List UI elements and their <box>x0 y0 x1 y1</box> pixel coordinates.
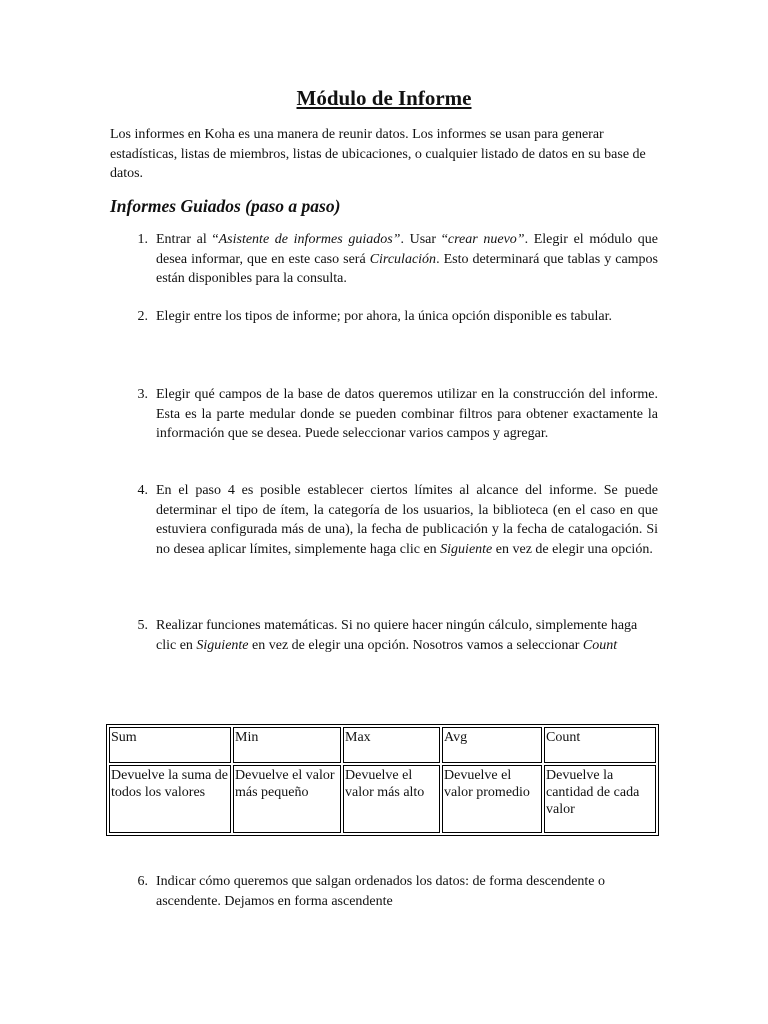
functions-table <box>106 724 659 836</box>
table-header-cell: Min <box>233 727 341 763</box>
table-header-cell: Sum <box>109 727 231 763</box>
table-cell: Devuelve el valor promedio <box>442 765 542 833</box>
step-text: En el paso 4 es posible establecer ciertos límites al alcance del informe. Se puede determinar el tipo de ítem, la categoría de los usuarios, la biblioteca (en el caso en que estuviera configurada más de una), la fecha de publicación y la fecha de catalogación. Si no desea aplicar límites, simplemente haga clic en Siguiente en vez de elegir una opción. <box>156 483 658 557</box>
table-header-cell: Max <box>343 727 440 763</box>
table-cell: Devuelve la cantidad de cada valor <box>544 765 656 833</box>
table-cell: Devuelve el valor más pequeño <box>233 765 341 833</box>
step-text: Elegir qué campos de la base de datos queremos utilizar en la construcción del informe. Esta es la parte medular donde se pueden combinar filtros para obtener exactamente la información que se desea. Puede seleccionar varios campos y agregar. <box>156 387 658 441</box>
step-number: 5. <box>137 618 148 633</box>
table-header-row <box>109 727 656 763</box>
step-number: 1. <box>137 232 148 247</box>
table-header-cell: Count <box>544 727 656 763</box>
step-text: Elegir entre los tipos de informe; por ahora, la única opción disponible es tabular. <box>156 309 613 324</box>
functions-table-wrapper <box>106 724 659 836</box>
table-header-cell: Avg <box>442 727 542 763</box>
section-heading: Informes Guiados (paso a paso) <box>110 196 341 216</box>
step-number: 6. <box>137 874 148 889</box>
step-number: 4. <box>137 483 148 498</box>
page-title: Módulo de Informe <box>296 86 472 110</box>
step-text: Realizar funciones matemáticas. Si no quiere hacer ningún cálculo, simplemente haga clic en Siguiente en vez de elegir una opción. Nosotros vamos a seleccionar Count <box>156 618 638 653</box>
table-row <box>109 765 656 833</box>
step-text: Indicar cómo queremos que salgan ordenados los datos: de forma descendente o ascendente. Dejamos en forma ascendente <box>156 874 606 909</box>
intro-paragraph: Los informes en Koha es una manera de reunir datos. Los informes se usan para generar estadísticas, listas de miembros, listas de ubicaciones, o cualquier listado de datos en su base de datos. <box>110 127 646 181</box>
step-number: 3. <box>137 387 148 402</box>
table-cell: Devuelve el valor más alto <box>343 765 440 833</box>
step-text: Entrar al “Asistente de informes guiados”. Usar “crear nuevo”. Elegir el módulo que desea informar, que en este caso será Circulación. Esto determinará que tablas y campos están disponibles para la consulta. <box>156 232 658 286</box>
step-number: 2. <box>137 309 148 324</box>
table-cell: Devuelve la suma de todos los valores <box>109 765 231 833</box>
